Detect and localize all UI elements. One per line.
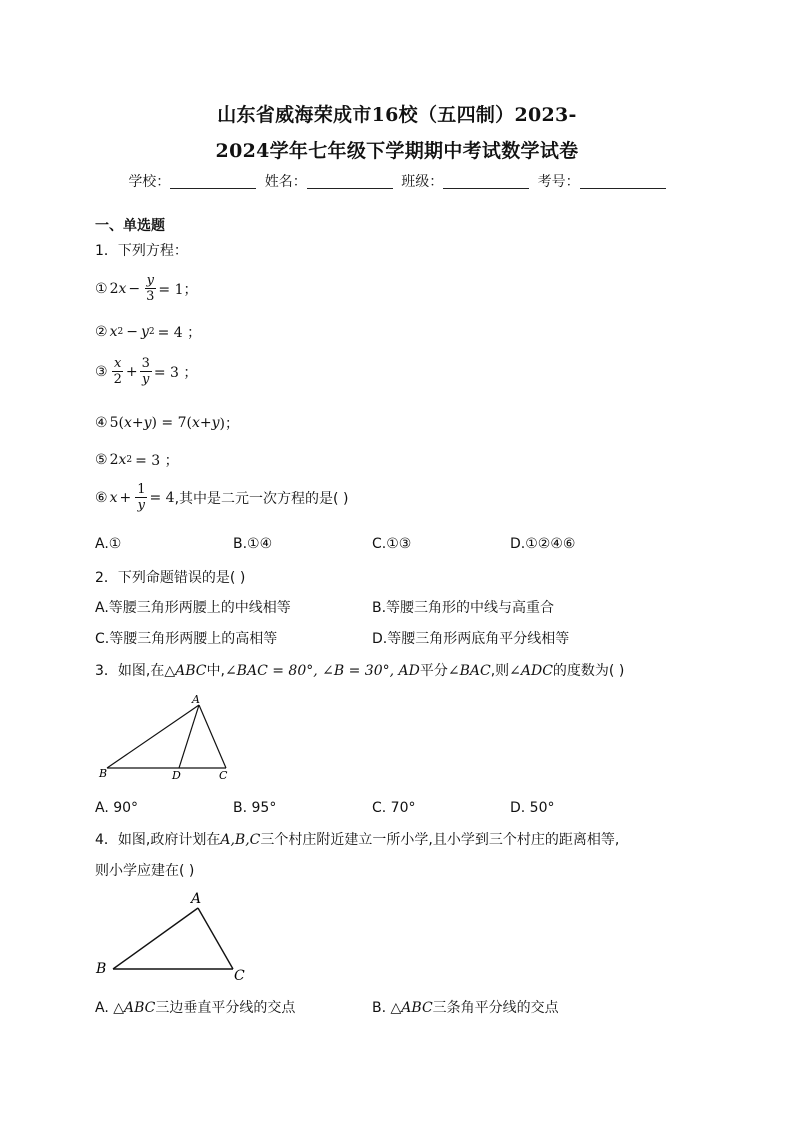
q1-option-a[interactable]: A.① — [95, 536, 122, 552]
q4-option-a[interactable]: A. △ABC三边垂直平分线的交点 — [95, 1000, 296, 1016]
label-d: D — [172, 769, 181, 782]
equation-3: ③ $\frac{x}{2}$ + $\frac{3}{y}$ = 3 ； — [95, 356, 198, 387]
equation-5: ⑤ 2 x 2 = 3 ； — [95, 452, 179, 469]
q3-option-a[interactable]: A. 90° — [95, 800, 139, 816]
label-a: A — [191, 891, 202, 907]
q1-option-b[interactable]: B.①④ — [233, 536, 273, 552]
q2-option-c[interactable]: C.等腰三角形两腰上的高相等 — [95, 631, 278, 647]
q2-option-a[interactable]: A.等腰三角形两腰上的中线相等 — [95, 600, 291, 616]
school-field[interactable]: 学校： — [128, 171, 256, 191]
bisector-ad — [179, 705, 199, 768]
side-ba — [107, 705, 199, 768]
equation-4: ④ 5( x+y ) = 7( x+y )； — [95, 415, 239, 432]
question-3-stem: 3．如图,在△ABC中,∠BAC = 80°, ∠B = 30°, AD平分∠BAC,则∠ADC的度数为( ) — [95, 663, 625, 679]
q1-option-d[interactable]: D.①②④⑥ — [510, 536, 576, 552]
triangle-abc-figure-q4 — [95, 886, 255, 986]
question-1-stem: 1．下列方程： — [95, 243, 188, 259]
side-ba — [113, 908, 198, 969]
label-a: A — [192, 693, 200, 706]
exam-title-line1: 山东省威海荣成市16校（五四制）2023- — [217, 104, 577, 126]
q3-option-c[interactable]: C. 70° — [372, 800, 416, 816]
question-4-stem-line1: 4．如图,政府计划在A,B,C三个村庄附近建立一所小学,且小学到三个村庄的距离相等, — [95, 832, 620, 848]
question-2-stem: 2．下列命题错误的是( ) — [95, 570, 246, 586]
q2-option-b[interactable]: B.等腰三角形的中线与高重合 — [372, 600, 555, 616]
exam-title-line2: 2024学年七年级下学期期中考试数学试卷 — [215, 140, 579, 162]
q3-option-d[interactable]: D. 50° — [510, 800, 555, 816]
label-c: C — [234, 968, 245, 984]
equation-6: ⑥ x + $\frac{1}{y}$ = 4 ,其中是二元一次方程的是( ) — [95, 482, 349, 513]
side-ac — [199, 705, 226, 768]
label-b: B — [96, 961, 107, 977]
student-info-fields — [0, 171, 794, 191]
label-b: B — [99, 767, 108, 780]
equation-2: ② x 2 − y 2 = 4 ； — [95, 324, 202, 341]
q2-option-d[interactable]: D.等腰三角形两底角平分线相等 — [372, 631, 570, 647]
side-ac — [198, 908, 233, 969]
question-4-stem-line2: 则小学应建在( ) — [95, 863, 195, 879]
label-c: C — [219, 769, 228, 782]
q4-option-b[interactable]: B. △ABC三条角平分线的交点 — [372, 1000, 559, 1016]
class-field[interactable]: 班级： — [401, 171, 529, 191]
section-title: 一、单选题 — [95, 218, 165, 234]
triangle-abc-figure-q3 — [95, 688, 245, 784]
name-field[interactable]: 姓名： — [265, 171, 393, 191]
q3-option-b[interactable]: B. 95° — [233, 800, 277, 816]
q1-option-c[interactable]: C.①③ — [372, 536, 412, 552]
exam-number-field[interactable]: 考号： — [538, 171, 666, 191]
equation-1: ① 2 x − $\frac{y}{3}$ = 1； — [95, 273, 198, 304]
